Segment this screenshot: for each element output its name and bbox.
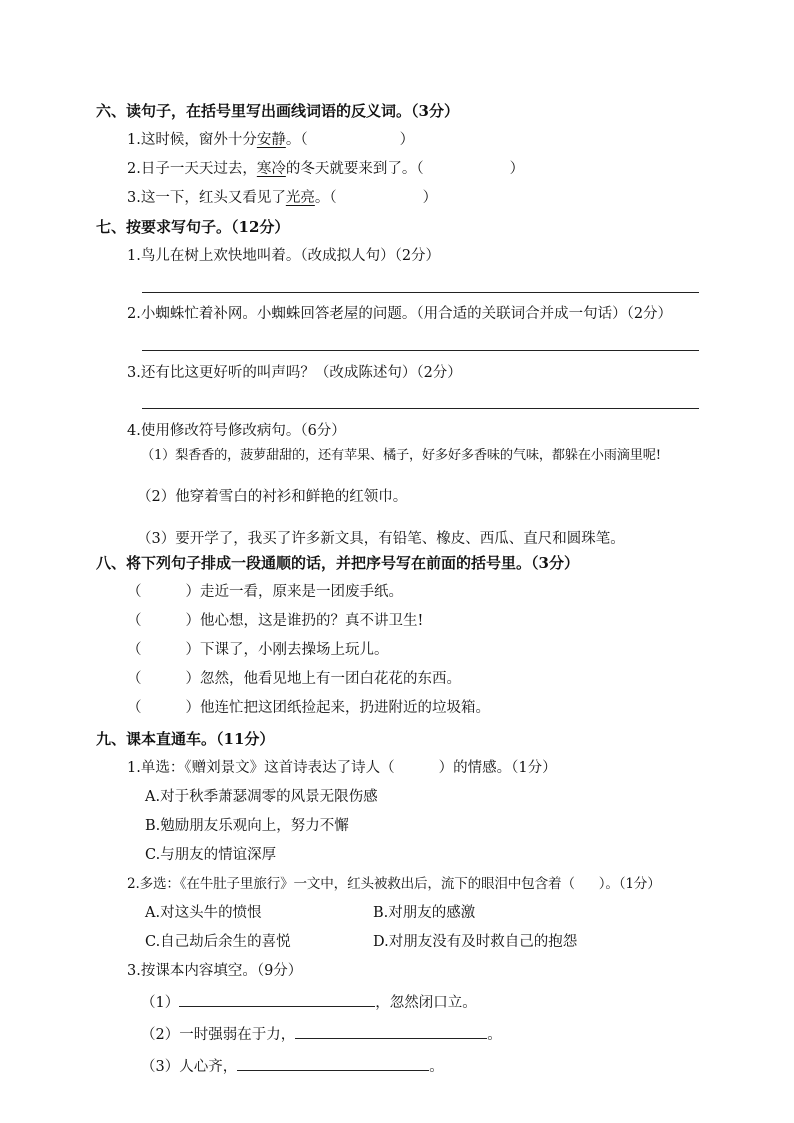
s6-item-1-close: ）	[399, 132, 415, 148]
s7-q4-sentence-1: （1）梨香香的，菠萝甜甜的，还有苹果、橘子，好多好多香味的气味，都躲在小雨滴里呢!	[141, 448, 661, 463]
s6-item-3-close: ）	[422, 190, 438, 206]
s8-item-3	[127, 640, 389, 660]
s8-item-2-text: ）他心想，这是谁扔的？真不讲卫生!	[185, 613, 424, 629]
s6-item-3-open: 。（	[314, 190, 337, 206]
s7-answer-line-2[interactable]	[142, 350, 699, 351]
s9-fill-3-blank[interactable]	[237, 1056, 429, 1071]
s6-item-3	[127, 188, 437, 208]
s9-fill-2-blank[interactable]	[295, 1024, 487, 1039]
s7-question-3: 3.还有比这更好听的叫声吗？（改成陈述句）（2分）	[127, 365, 462, 381]
section-8-heading: 八、将下列句子排成一段通顺的话，并把序号写在前面的括号里。（3分）	[96, 554, 579, 572]
s6-item-3-text: 3.这一下，红头又看见了	[127, 190, 286, 206]
s8-item-4-text: ）忽然，他看见地上有一团白花花的东西。	[185, 671, 461, 687]
s7-answer-line-3[interactable]	[142, 408, 699, 409]
s9-question-3: 3.按课本内容填空。（9分）	[127, 963, 303, 979]
s8-item-5-text: ）他连忙把这团纸捡起来，扔进附近的垃圾箱。	[185, 700, 490, 716]
s9-q1-text: 1.单选：《赠刘景文》这首诗表达了诗人（	[127, 760, 395, 776]
s8-item-5	[127, 698, 490, 718]
s7-answer-line-1[interactable]	[142, 292, 699, 293]
s9-fill-1-blank[interactable]	[179, 992, 375, 1007]
section-7-heading: 七、按要求写句子。（12分）	[96, 218, 290, 236]
s7-q4-sentence-3: （3）要开学了，我买了许多新文具，有铅笔、橡皮、西瓜、直尺和圆珠笔。	[137, 531, 625, 547]
s6-item-2-open: 的冬天就要来到了。（	[285, 161, 424, 177]
s8-item-2	[127, 611, 423, 631]
s8-item-3-text: ）下课了，小刚去操场上玩儿。	[185, 642, 389, 658]
s7-question-4: 4.使用修改符号修改病句。（6分）	[127, 423, 346, 439]
s9-q2-option-a[interactable]: A.对这头牛的愤恨	[145, 905, 262, 921]
s6-item-1-open: 。（	[285, 132, 308, 148]
s6-item-2-close: ）	[509, 161, 525, 177]
s9-fill-3	[141, 1056, 444, 1077]
s8-item-2-open: （	[127, 613, 142, 629]
s8-item-1-open: （	[127, 584, 142, 600]
s9-fill-1-text: ，忽然闭口立。	[375, 995, 477, 1011]
s9-q2-option-b[interactable]: B.对朋友的感激	[373, 905, 476, 921]
s8-item-1-text: ）走近一看，原来是一团废手纸。	[185, 584, 403, 600]
s6-item-3-underlined-word: 光亮	[285, 190, 315, 206]
s6-item-2-underlined-word: 寒冷	[256, 161, 286, 177]
section-9-heading: 九、课本直通车。（11分）	[96, 730, 275, 748]
s9-question-2	[127, 874, 661, 894]
s7-q4-sentence-2: （2）他穿着雪白的衬衫和鲜艳的红领巾。	[137, 489, 408, 505]
s6-item-2	[127, 159, 524, 179]
s9-fill-3-end: 。	[429, 1059, 444, 1075]
s6-item-1	[127, 130, 414, 150]
s7-question-1: 1.鸟儿在树上欢快地叫着。（改成拟人句）（2分）	[127, 248, 441, 264]
s9-q2-option-c[interactable]: C.自己劫后余生的喜悦	[145, 934, 291, 950]
s6-item-2-text: 2.日子一天天过去，	[127, 161, 257, 177]
s8-item-4	[127, 669, 461, 689]
s9-q2-text-end: ）。（1分）	[598, 876, 661, 892]
s9-question-1	[127, 758, 557, 778]
s9-fill-2-end: 。	[487, 1027, 502, 1043]
s9-fill-1-label: （1）	[141, 995, 180, 1011]
s9-q1-option-b[interactable]: B.勉励朋友乐观向上，努力不懈	[145, 818, 349, 834]
s9-q1-option-c[interactable]: C.与朋友的情谊深厚	[145, 847, 277, 863]
s9-q1-text-end: ）的情感。（1分）	[438, 760, 557, 776]
s8-item-3-open: （	[127, 642, 142, 658]
s6-item-1-underlined-word: 安静	[256, 132, 286, 148]
s6-item-1-text: 1.这时候，窗外十分	[127, 132, 257, 148]
section-6-heading: 六、读句子，在括号里写出画线词语的反义词。（3分）	[96, 102, 459, 120]
s7-question-2: 2.小蜘蛛忙着补网。小蜘蛛回答老屋的问题。（用合适的关联词合并成一句话）（2分）	[127, 306, 673, 322]
s9-fill-2	[141, 1024, 502, 1045]
s9-q2-text: 2.多选：《在牛肚子里旅行》一文中，红头被救出后，流下的眼泪中包含着（	[127, 876, 575, 892]
s9-fill-1	[141, 992, 477, 1013]
s9-q1-option-a[interactable]: A.对于秋季萧瑟凋零的风景无限伤感	[145, 789, 378, 805]
s9-fill-3-text: （3）人心齐，	[141, 1059, 238, 1075]
s9-q2-option-d[interactable]: D.对朋友没有及时救自己的抱怨	[373, 934, 578, 950]
s8-item-5-open: （	[127, 700, 142, 716]
s8-item-4-open: （	[127, 671, 142, 687]
s8-item-1	[127, 582, 403, 602]
s9-fill-2-text: （2）一时强弱在于力，	[141, 1027, 296, 1043]
